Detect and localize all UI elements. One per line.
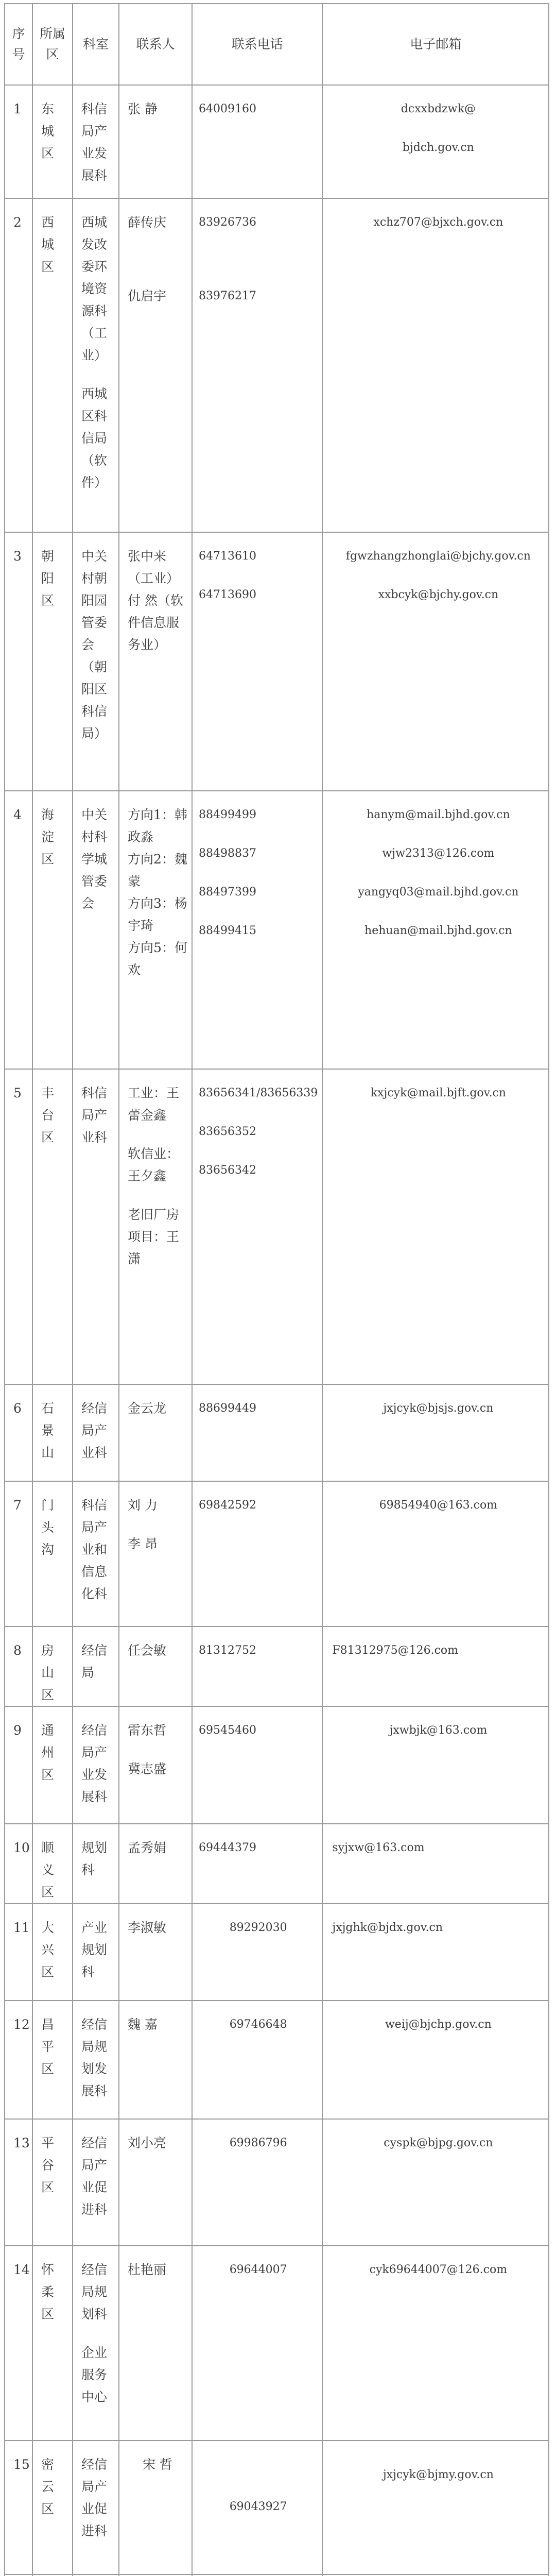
district-cell: 平谷区 <box>32 2119 73 2246</box>
contact-cell <box>119 2001 192 2119</box>
row-index: 7 <box>5 1481 32 1626</box>
district-cell: 通州区 <box>32 1706 73 1824</box>
email-cell <box>322 198 549 532</box>
email-address: 69854940@163.com <box>379 1499 498 1512</box>
district-cell: 密云区 <box>32 2441 73 2574</box>
header-cell: 联系电话 <box>192 4 322 85</box>
district-cell: 房山区 <box>32 1626 73 1706</box>
contact-name: 方向5：何 欢 <box>128 940 187 977</box>
phone-cell <box>192 2246 322 2441</box>
district-cell: 朝阳区 <box>32 532 73 791</box>
email-address: cyspk@bjpg.gov.cn <box>384 2137 493 2149</box>
table-row <box>5 1706 549 1824</box>
phone-number: 64009160 <box>199 103 256 115</box>
table-row <box>5 85 549 198</box>
header-cell: 序号 <box>5 4 32 85</box>
phone-cell <box>192 1824 322 1904</box>
email-address: jxjcyk@bjmy.gov.cn <box>383 2468 494 2481</box>
email-address: F81312975@126.com <box>332 1644 459 1657</box>
contact-name: 付 然（软件信息服务业） <box>128 593 183 652</box>
row-index: 2 <box>5 198 32 532</box>
row-index: 9 <box>5 1706 32 1824</box>
table-row <box>5 1069 549 1384</box>
contact-cell <box>119 1706 192 1824</box>
email-cell <box>322 1481 549 1626</box>
phone-number: 69746648 <box>229 2018 287 2031</box>
district-cell: 石景山 <box>32 1384 73 1481</box>
row-index: 15 <box>5 2441 32 2574</box>
phone-cell <box>192 2001 322 2119</box>
contact-name: 张中来（工业） <box>128 549 180 586</box>
dept-name: 经信局规划科 <box>81 2262 108 2321</box>
table-row <box>5 532 549 791</box>
phone-cell <box>192 198 322 532</box>
email-cell <box>322 532 549 791</box>
dept-name: 企业服务中心 <box>81 2345 108 2404</box>
phone-number: 83976217 <box>199 290 256 302</box>
district-cell: 海淀区 <box>32 791 73 1069</box>
phone-number: 64713690 <box>199 588 256 601</box>
district-cell: 西城区 <box>32 198 73 532</box>
phone-number: 81312752 <box>199 1644 256 1657</box>
dept-cell <box>73 2246 119 2441</box>
header-cell: 联系人 <box>119 4 192 85</box>
contact-cell <box>119 1069 192 1384</box>
header-cell: 科室 <box>73 4 119 85</box>
dept-cell: 科信局产业和信息化科 <box>73 1481 119 1626</box>
phone-number: 88499415 <box>199 924 256 937</box>
contact-name: 李 昂 <box>128 1536 158 1551</box>
email-address: wjw2313@126.com <box>382 847 495 860</box>
phone-cell <box>192 1069 322 1384</box>
table-row <box>5 2001 549 2119</box>
contact-name: 张 静 <box>128 101 158 116</box>
email-cell <box>322 2001 549 2119</box>
contact-cell <box>119 1824 192 1904</box>
email-cell <box>322 85 549 198</box>
contact-cell <box>119 1904 192 2001</box>
phone-cell <box>192 1904 322 2001</box>
header-cell: 所属区 <box>32 4 73 85</box>
email-cell <box>322 791 549 1069</box>
row-index: 10 <box>5 1824 32 1904</box>
contact-cell <box>119 1384 192 1481</box>
dept-cell: 科信局产业发展科 <box>73 85 119 198</box>
contact-name: 刘 力 <box>128 1498 158 1513</box>
email-cell <box>322 2441 549 2574</box>
row-index: 13 <box>5 2119 32 2246</box>
dept-cell: 中关村朝阳园管委会（朝阳区科信局） <box>73 532 119 791</box>
email-address: jxwbjk@163.com <box>389 1724 488 1737</box>
email-address: xxbcyk@bjchy.gov.cn <box>378 588 499 601</box>
dept-cell: 科信局产业科 <box>73 1069 119 1384</box>
contact-name: 薛传庆 <box>128 215 167 230</box>
email-cell <box>322 2246 549 2441</box>
table-row <box>5 1481 549 1626</box>
email-cell <box>322 1706 549 1824</box>
table-header-row <box>5 4 549 85</box>
phone-cell <box>192 85 322 198</box>
contact-cell <box>119 532 192 791</box>
phone-number: 69644007 <box>229 2263 287 2276</box>
table-row <box>5 1824 549 1904</box>
email-address: cyk69644007@126.com <box>369 2263 508 2276</box>
dept-name: 西城区科信局（软件） <box>81 386 108 490</box>
district-cell: 东城区 <box>32 85 73 198</box>
email-address: yangyq03@mail.bjhd.gov.cn <box>358 886 519 899</box>
district-cell: 昌平区 <box>32 2001 73 2119</box>
contact-name: 宋 哲 <box>143 2457 172 2472</box>
dept-cell: 经信局产业促进科 <box>73 2119 119 2246</box>
contact-name: 雷东哲 <box>128 1723 167 1738</box>
contact-name: 孟秀娟 <box>128 1840 167 1855</box>
email-address: fgwzhangzhonglai@bjchy.gov.cn <box>345 550 531 563</box>
contact-cell <box>119 791 192 1069</box>
contact-cell <box>119 1481 192 1626</box>
contact-table-sheet <box>4 3 549 2576</box>
phone-cell <box>192 532 322 791</box>
district-cell: 门头沟 <box>32 1481 73 1626</box>
table-row <box>5 1904 549 2001</box>
table-row <box>5 1626 549 1706</box>
district-cell: 大兴区 <box>32 1904 73 2001</box>
phone-number: 83656341/83656339 <box>199 1087 318 1099</box>
phone-cell <box>192 1706 322 1824</box>
phone-number: 88499499 <box>199 808 256 821</box>
email-address: syjxw@163.com <box>332 1841 425 1854</box>
email-cell <box>322 1626 549 1706</box>
email-address: jxjcyk@bjsjs.gov.cn <box>383 1402 494 1415</box>
email-address: jxjghk@bjdx.gov.cn <box>332 1921 443 1934</box>
contact-name: 老旧厂房项目：王潇 <box>128 1207 180 1266</box>
phone-cell <box>192 1384 322 1481</box>
phone-cell <box>192 1626 322 1706</box>
table-row <box>5 2119 549 2246</box>
phone-cell <box>192 2441 322 2574</box>
email-cell <box>322 1384 549 1481</box>
contact-name: 工业：王蕾金鑫 <box>128 1086 180 1123</box>
contact-cell <box>119 2441 192 2574</box>
contact-name: 软信业：王夕鑫 <box>128 1146 180 1183</box>
dept-cell <box>73 198 119 532</box>
dept-cell: 规划科 <box>73 1824 119 1904</box>
email-address: hehuan@mail.bjhd.gov.cn <box>364 924 512 937</box>
email-address: kxjcyk@mail.bjft.gov.cn <box>370 1087 506 1099</box>
contact-name: 刘小亮 <box>128 2136 167 2150</box>
contact-name: 冀志盛 <box>128 1761 167 1776</box>
table-row <box>5 2246 549 2441</box>
table-row <box>5 198 549 532</box>
contact-name: 方向1：韩政淼 <box>128 807 187 844</box>
contact-name: 任会敏 <box>128 1643 167 1658</box>
district-cell: 丰台区 <box>32 1069 73 1384</box>
phone-cell <box>192 2119 322 2246</box>
contact-cell <box>119 85 192 198</box>
table-row <box>5 791 549 1069</box>
dept-cell: 经信局产业发展科 <box>73 1706 119 1824</box>
dept-cell: 经信局规划发展科 <box>73 2001 119 2119</box>
contact-cell <box>119 198 192 532</box>
dept-cell: 中关村科学城管委会 <box>73 791 119 1069</box>
phone-number: 88699449 <box>199 1402 256 1415</box>
dept-cell: 产业规划科 <box>73 1904 119 2001</box>
email-address: weij@bjchp.gov.cn <box>385 2018 492 2031</box>
contact-cell <box>119 1626 192 1706</box>
contact-name: 金云龙 <box>128 1401 167 1416</box>
table-row <box>5 1384 549 1481</box>
contact-name: 仇启宇 <box>128 289 167 303</box>
email-address: dcxxbdzwk@ <box>401 103 476 115</box>
contact-name: 李淑敏 <box>128 1920 167 1935</box>
row-index: 8 <box>5 1626 32 1706</box>
email-cell <box>322 2119 549 2246</box>
phone-cell <box>192 1481 322 1626</box>
phone-number: 88497399 <box>199 886 256 899</box>
email-cell <box>322 1824 549 1904</box>
phone-cell <box>192 791 322 1069</box>
phone-number: 88498837 <box>199 847 256 860</box>
row-index: 4 <box>5 791 32 1069</box>
row-index: 5 <box>5 1069 32 1384</box>
email-address: bjdch.gov.cn <box>402 141 474 154</box>
email-address: hanym@mail.bjhd.gov.cn <box>367 808 510 821</box>
contact-name: 方向3：杨宇琦 <box>128 896 187 933</box>
phone-number: 89292030 <box>229 1921 287 1934</box>
phone-number: 69545460 <box>199 1724 256 1737</box>
dept-name: 西城发改委环境资源科（工业） <box>81 215 108 363</box>
email-address: xchz707@bjxch.gov.cn <box>373 216 503 229</box>
row-index: 6 <box>5 1384 32 1481</box>
row-index: 12 <box>5 2001 32 2119</box>
phone-number: 83926736 <box>199 216 256 229</box>
contact-name: 杜艳丽 <box>128 2262 167 2277</box>
contact-name: 魏 嘉 <box>128 2017 158 2032</box>
dept-cell: 经信局产业科 <box>73 1384 119 1481</box>
dept-cell: 经信局产业促进科 <box>73 2441 119 2574</box>
header-cell: 电子邮箱 <box>322 4 549 85</box>
contact-table <box>4 3 549 2576</box>
row-index: 11 <box>5 1904 32 2001</box>
email-cell <box>322 1069 549 1384</box>
email-cell <box>322 1904 549 2001</box>
district-cell: 怀柔区 <box>32 2246 73 2441</box>
dept-cell: 经信局 <box>73 1626 119 1706</box>
district-cell: 顺义区 <box>32 1824 73 1904</box>
contact-cell <box>119 2246 192 2441</box>
contact-cell <box>119 2119 192 2246</box>
phone-number: 69986796 <box>229 2137 287 2149</box>
phone-number: 64713610 <box>199 550 256 563</box>
phone-number: 83656342 <box>199 1164 256 1177</box>
table-row <box>5 2441 549 2574</box>
row-index: 1 <box>5 85 32 198</box>
row-index: 3 <box>5 532 32 791</box>
phone-number: 69043927 <box>229 2500 287 2513</box>
row-index: 14 <box>5 2246 32 2441</box>
phone-number: 69444379 <box>199 1841 256 1854</box>
phone-number: 69842592 <box>199 1499 256 1512</box>
contact-name: 方向2：魏 蒙 <box>128 852 187 889</box>
phone-number: 83656352 <box>199 1125 256 1138</box>
